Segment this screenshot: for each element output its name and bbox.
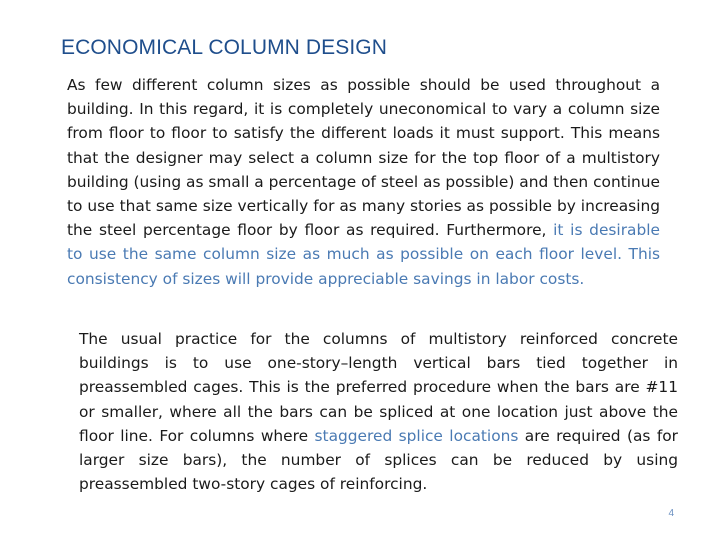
paragraph-2-text-before: The usual practice for the columns of multistory reinforced concrete buildings is to use one-story–length vertical bars tied together in preassembled cages. This is the preferred procedure when the bars are #11 or smaller, where all the bars can be spliced at one location just above the floor line. For columns where <box>79 330 678 445</box>
paragraph-1-text: As few different column sizes as possible should be used throughout a building. In this regard, it is completely uneconomical to vary a column size from floor to floor to satisfy the different loads it must support. This means that the designer may select a column size for the top floor of a multistory building (using as small a percentage of steel as possible) and then continue to use that same size vertically for as many stories as possible by increasing the steel percentage floor by floor as required. Furthermore, <box>67 76 660 240</box>
slide-title: ECONOMICAL COLUMN DESIGN <box>61 36 387 59</box>
paragraph-2-highlight: staggered splice locations <box>314 426 519 445</box>
paragraph-column-sizes <box>67 73 660 291</box>
paragraph-2-text-after: are required (as for larger size bars), the number of splices can be reduced by using preassembled two-story cages of reinforcing. <box>79 426 678 494</box>
paragraph-1-highlight: it is desirable to use the same column size as much as possible on each floor level. This consistency of sizes will provide appreciable savings in labor costs. <box>67 221 660 288</box>
paragraph-splice-practice <box>79 327 678 496</box>
page-number: 4 <box>668 508 674 519</box>
